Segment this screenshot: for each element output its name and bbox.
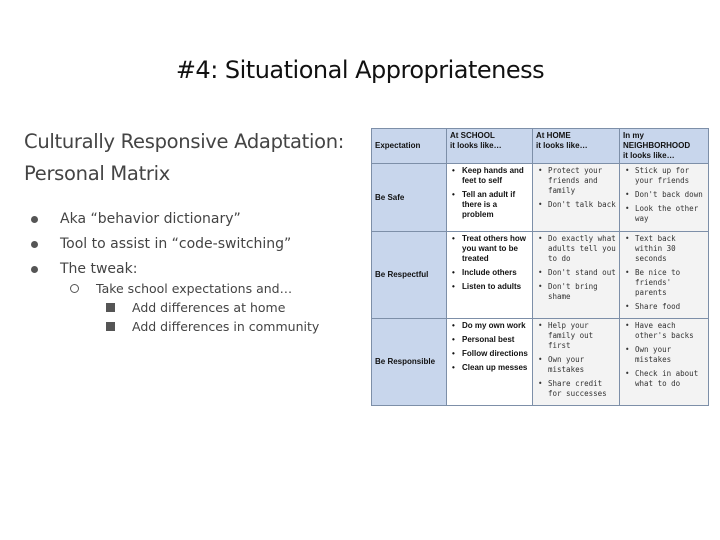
neighborhood-cell [620,164,709,232]
list-item: • Don't bring shame [536,282,616,302]
square-bullet-icon [106,303,115,312]
sub-sub-bullet [106,317,319,336]
list-item: • Clean up messes [450,363,529,373]
bullet-text: The tweak: [60,261,138,277]
list-item: • Keep hands and feet to self [450,166,529,186]
home-cell [533,164,620,232]
list-item: • Personal best [450,335,529,345]
list-item: • Help your family out first [536,321,616,351]
list-item: • Listen to adults [450,282,529,292]
row-label: Be Responsible [372,319,447,406]
bullet-text: Aka “behavior dictionary” [60,211,241,227]
neighborhood-cell [620,319,709,406]
list-item: • Treat others how you want to be treated [450,234,529,264]
table-row [372,319,709,406]
school-cell [447,319,533,406]
bullet-item [30,207,291,232]
subtitle-line-1: Culturally Responsive Adaptation: [24,130,345,153]
bullet-list [30,207,291,282]
list-item: • Share food [623,302,705,312]
neighborhood-cell [620,232,709,319]
list-item: • Share credit for successes [536,379,616,399]
school-cell [447,164,533,232]
list-item: • Be nice to friends' parents [623,268,705,298]
subtitle [24,126,369,190]
list-item: • Don't talk back [536,200,616,210]
hollow-circle-bullet-icon [70,284,79,293]
list-item: • Do my own work [450,321,529,331]
list-item: • Tell an adult if there is a problem [450,190,529,220]
bullet-dot-icon [31,216,38,223]
sub-sub-bullet-text: Add differences at home [132,300,286,315]
list-item: • Do exactly what adults tell you to do [536,234,616,264]
slide-title: #4: Situational Appropriateness [175,56,545,84]
sub-sub-bullet-text: Add differences in community [132,319,320,334]
list-item: • Own your mistakes [536,355,616,375]
home-cell [533,232,620,319]
header-school: At SCHOOL it looks like… [447,129,533,164]
list-item: • Look the other way [623,204,705,224]
table-row [372,164,709,232]
list-item: • Follow directions [450,349,529,359]
bullet-dot-icon [31,266,38,273]
list-item: • Don't stand out [536,268,616,278]
bullet-item [30,232,291,257]
home-cell [533,319,620,406]
bullet-text: Tool to assist in “code-switching” [60,236,292,252]
bullet-dot-icon [31,241,38,248]
row-label: Be Respectful [372,232,447,319]
list-item: • Include others [450,268,529,278]
row-label: Be Safe [372,164,447,232]
sub-sub-bullet [106,298,285,317]
list-item: • Check in about what to do [623,369,705,389]
personal-matrix-table [371,128,709,406]
sub-bullet-text: Take school expectations and… [96,281,293,296]
list-item: • Own your mistakes [623,345,705,365]
header-home: At HOME it looks like… [533,129,620,164]
header-expectation: Expectation [372,129,447,164]
header-neighborhood: In my NEIGHBORHOOD it looks like… [620,129,709,164]
square-bullet-icon [106,322,115,331]
list-item: • Stick up for your friends [623,166,705,186]
school-cell [447,232,533,319]
list-item: • Protect your friends and family [536,166,616,196]
list-item: • Have each other's backs [623,321,705,341]
sub-bullet [70,279,292,298]
subtitle-line-2: Personal Matrix [24,162,170,185]
list-item: • Text back within 30 seconds [623,234,705,264]
table-row [372,232,709,319]
table-header-row [372,129,709,164]
list-item: • Don't back down [623,190,705,200]
